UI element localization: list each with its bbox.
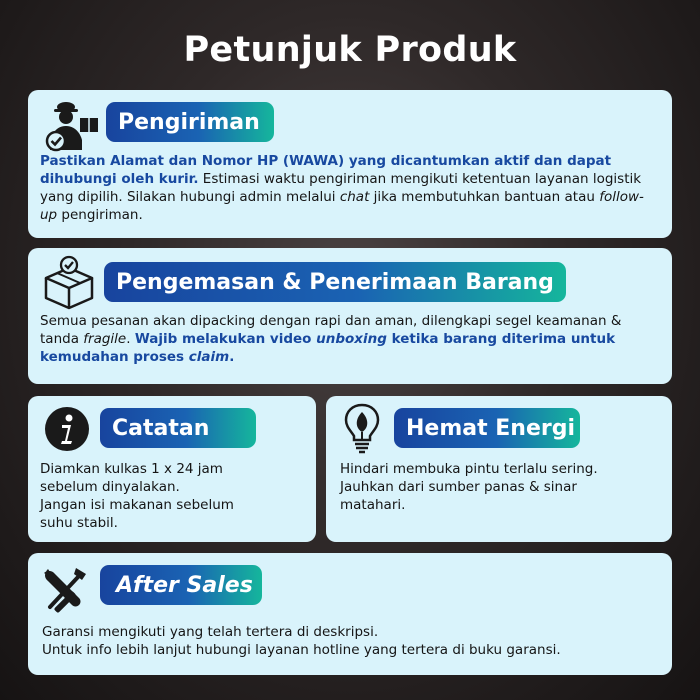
- page-title: Petunjuk Produk: [183, 30, 517, 70]
- after-sales-line: Untuk info lebih lanjut hubungi layanan hotline yang tertera di buku garansi.: [42, 642, 561, 658]
- pengemasan-text: [40, 312, 660, 366]
- pengiriman-text: [40, 152, 660, 224]
- pengemasan-highlight: Wajib melakukan video: [134, 331, 317, 347]
- pengiriman-text-part: pengiriman.: [57, 207, 143, 223]
- pengemasan-heading: Pengemasan & Penerimaan Barang: [104, 262, 566, 302]
- pengemasan-claim-word: claim: [188, 349, 230, 365]
- card-hemat-energi: [326, 396, 672, 542]
- pengiriman-text-part: Estimasi waktu pengiriman mengikuti ketentuan layanan logistik yang dipilih. Silakan hubungi admin melalui: [40, 171, 642, 205]
- pengemasan-fragile-word: fragile: [83, 331, 127, 347]
- hemat-energi-line: Hindari membuka pintu terlalu sering.: [340, 461, 598, 477]
- hemat-energi-line: Jauhkan dari sumber panas & sinar: [340, 479, 577, 495]
- tools-icon: [40, 565, 90, 613]
- card-pengemasan: [28, 248, 672, 384]
- pengiriman-text-part: jika membutuhkan bantuan atau: [369, 189, 600, 205]
- catatan-line: sebelum dinyalakan.: [40, 479, 180, 495]
- pengemasan-highlight: ketika barang diterima untuk kemudahan proses: [40, 331, 616, 365]
- pengiriman-heading: Pengiriman: [106, 102, 274, 142]
- catatan-line: Jangan isi makanan sebelum: [40, 497, 234, 513]
- catatan-text: [40, 460, 310, 532]
- after-sales-line: Garansi mengikuti yang telah tertera di deskripsi.: [42, 624, 379, 640]
- pengemasan-text-part: Semua pesanan akan dipacking dengan rapi dan aman, dilengkapi segel keamanan & tanda: [40, 313, 622, 347]
- card-pengiriman: [28, 90, 672, 238]
- catatan-line: suhu stabil.: [40, 515, 118, 531]
- pengemasan-highlight: .: [229, 349, 235, 365]
- after-sales-text: [42, 623, 668, 659]
- hemat-energi-heading: Hemat Energi: [394, 408, 580, 448]
- info-icon: [44, 406, 90, 452]
- pengemasan-text-part: .: [126, 331, 135, 347]
- eco-bulb-icon: [342, 402, 382, 454]
- card-after-sales: [28, 553, 672, 675]
- package-check-icon: [40, 254, 98, 310]
- after-sales-heading: After Sales: [100, 565, 262, 605]
- hemat-energi-text: [340, 460, 666, 514]
- hemat-energi-line: matahari.: [340, 497, 406, 513]
- catatan-line: Diamkan kulkas 1 x 24 jam: [40, 461, 223, 477]
- pengiriman-chat-word: chat: [339, 189, 370, 205]
- pengemasan-unboxing-word: unboxing: [316, 331, 387, 347]
- pengiriman-highlight: Pastikan Alamat dan Nomor HP (WAWA) yang dicantumkan aktif dan dapat dihubungi oleh kurir.: [40, 153, 612, 187]
- catatan-heading: Catatan: [100, 408, 256, 448]
- pengiriman-followup-word: follow-up: [40, 189, 644, 223]
- card-catatan: [28, 396, 316, 542]
- delivery-person-icon: [40, 98, 104, 154]
